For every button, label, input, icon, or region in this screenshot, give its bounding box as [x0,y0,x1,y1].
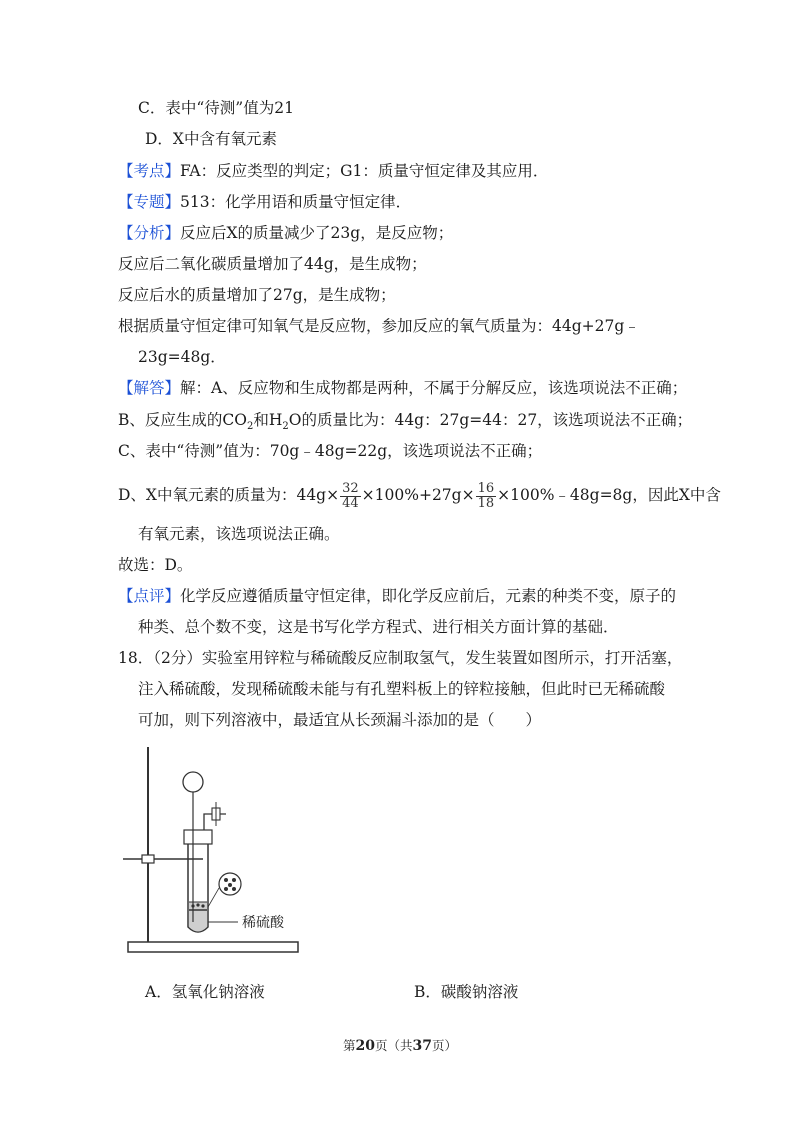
frac1-numerator: 32 [342,480,359,496]
q18-stem-2: 注入稀硫酸，发现稀硫酸未能与有孔塑料板上的锌粒接触，但此时已无稀硫酸 [138,680,666,698]
jieda-tag: 【解答】 [118,379,181,397]
option-d: D．X中含有氧元素 [145,130,277,148]
footer-post: 页） [431,1038,457,1053]
jieda-d-post: ×100%﹣48g=8g，因此X中含 [497,486,721,504]
jieda-b-post: O的质量比为：44g：27g=44：27，该选项说法不正确； [288,411,693,429]
jieda-b-sub2: 2 [282,421,289,433]
frac2-denominator: 18 [477,495,495,511]
jieda-b-mid: 和H [253,411,283,429]
fenxi-tag: 【分析】 [118,224,181,242]
jieda-text-d2: 有氧元素，该选项说法正确。 [138,525,340,543]
fraction-32-44 [340,482,361,511]
option-a: A．氢氧化钠溶液 [145,983,265,1001]
frac2-numerator: 16 [477,480,495,496]
fenxi-text-3: 反应后水的质量增加了27g，是生成物； [118,286,396,304]
jieda-text-b [118,409,692,438]
kaodian-tag: 【考点】 [118,162,181,180]
jieda-text-d [118,480,721,511]
fenxi-line [118,222,453,244]
jieda-d-mid: ×100%+27g× [361,486,475,504]
fraction-16-18 [476,482,497,511]
footer-page-number: 20 [355,1038,375,1054]
footer-mid: 页（共 [374,1038,413,1053]
jieda-text-c: C、表中“待测”值为：70g﹣48g=22g，该选项说法不正确； [118,442,543,460]
zhuanti-text: 513：化学用语和质量守恒定律． [180,193,412,211]
footer-pre: 第 [342,1038,356,1053]
q18-stem-3: 可加，则下列溶液中，最适宜从长颈漏斗添加的是（ ） [138,711,542,729]
zhuanti-line [118,191,411,213]
dianping-text-1: 化学反应遵循质量守恒定律，即化学反应前后，元素的种类不变，原子的 [180,587,677,605]
apparatus-diagram [118,742,318,962]
page-footer [0,1036,800,1054]
frac1-denominator: 44 [342,495,359,511]
fenxi-text-1: 反应后X的质量减少了23g，是反应物； [180,224,454,242]
dianping-line [118,585,676,607]
dianping-text-2: 种类、总个数不变，这是书写化学方程式、进行相关方面计算的基础． [138,618,619,636]
dilute-sulfuric-acid-label: 稀硫酸 [242,915,284,931]
fenxi-text-5: 23g=48g． [138,348,226,366]
kaodian-line [118,160,548,182]
jieda-line [118,377,687,399]
dianping-tag: 【点评】 [118,587,181,605]
jieda-b-pre: B、反应生成的CO [118,411,247,429]
q18-stem-1: 18．（2分）实验室用锌粒与稀硫酸反应制取氢气，发生装置如图所示，打开活塞， [118,649,683,667]
jieda-b-sub1: 2 [246,421,254,433]
option-b: B．碳酸钠溶液 [414,983,519,1001]
jieda-text-a: 解：A、反应物和生成物都是两种，不属于分解反应，该选项说法不正确； [180,379,688,397]
footer-total-pages: 37 [412,1038,432,1054]
fenxi-text-4: 根据质量守恒定律可知氧气是反应物，参加反应的氧气质量为：44g+27g﹣ [118,317,640,335]
zhuanti-tag: 【专题】 [118,193,181,211]
option-c: C．表中“待测”值为21 [138,99,294,117]
fenxi-text-2: 反应后二氧化碳质量增加了44g，是生成物； [118,255,427,273]
apparatus-figure [118,742,318,962]
kaodian-text: FA：反应类型的判定；G1：质量守恒定律及其应用． [180,162,549,180]
jieda-d-pre: D、X中氧元素的质量为：44g× [118,486,340,504]
guxuan: 故选：D。 [118,556,193,574]
